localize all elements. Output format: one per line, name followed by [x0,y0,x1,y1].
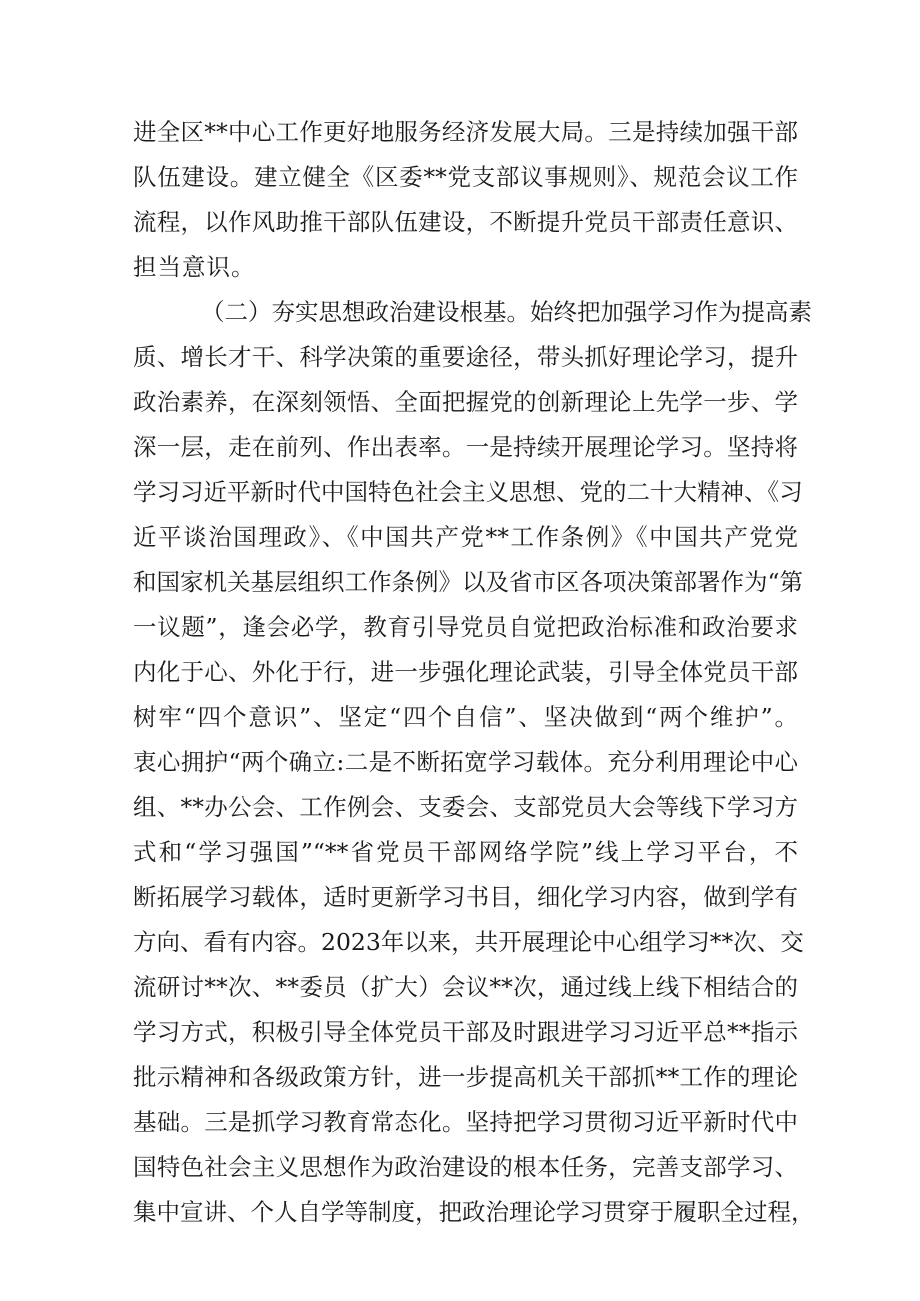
text-line: 流研讨**次、**委员（扩大）会议**次，通过线上线下相结合的 [133,973,798,1001]
text-line: 式和“学习强国”“**省党员干部网络学院”线上学习平台，不 [133,838,798,866]
text-line: 政治素养，在深刻领悟、全面把握党的创新理论上先学一步、学 [133,388,798,416]
text-line: 流程，以作风助推干部队伍建设，不断提升党员干部责任意识、 [133,208,798,236]
text-line: 批示精神和各级政策方针，进一步提高机关干部抓**工作的理论 [133,1063,798,1091]
text-line: 断拓展学习载体，适时更新学习书目，细化学习内容，做到学有 [133,883,798,911]
text-line: 集中宣讲、个人自学等制度，把政治理论学习贯穿于履职全过程， [133,1198,815,1226]
text-line: 基础。三是抓学习教育常态化。坚持把学习贯彻习近平新时代中 [133,1108,798,1136]
text-line: 学习方式，积极引导全体党员干部及时跟进学习习近平总**指示 [133,1018,798,1046]
text-line: 国特色社会主义思想作为政治建设的根本任务，完善支部学习、 [133,1153,798,1181]
text-line: 担当意识。 [133,253,256,281]
text-line: 队伍建设。建立健全《区委**党支部议事规则》、规范会议工作 [133,163,798,191]
text-line: （二）夯实思想政治建设根基。始终把加强学习作为提高素 [201,298,812,326]
text-line: 衷心拥护“两个确立:二是不断拓宽学习载体。充分利用理论中心 [133,748,798,776]
text-line: 质、增长才干、科学决策的重要途径，带头抓好理论学习，提升 [133,343,798,371]
text-line: 方向、看有内容。2023年以来，共开展理论中心组学习**次、交 [133,928,804,956]
text-line: 进全区**中心工作更好地服务经济发展大局。三是持续加强干部 [133,118,798,146]
text-line: 组、**办公会、工作例会、支委会、支部党员大会等线下学习方 [133,793,798,821]
text-line: 学习习近平新时代中国特色社会主义思想、党的二十大精神、《习 [133,478,803,506]
text-line: 和国家机关基层组织工作条例》以及省市区各项决策部署作为“第 [133,568,804,596]
text-line: 一议题”，逢会必学，教育引导党员自觉把政治标准和政治要求 [133,613,798,641]
text-line: 近平谈治国理政》、《中国共产党**工作条例》《中国共产党党 [133,523,798,551]
text-line: 深一层，走在前列、作出表率。一是持续开展理论学习。坚持将 [133,433,798,461]
text-line: 树牢“四个意识”、坚定“四个自信”、坚决做到“两个维护”。 [133,703,798,731]
text-line: 内化于心、外化于行，进一步强化理论武装，引导全体党员干部 [133,658,798,686]
